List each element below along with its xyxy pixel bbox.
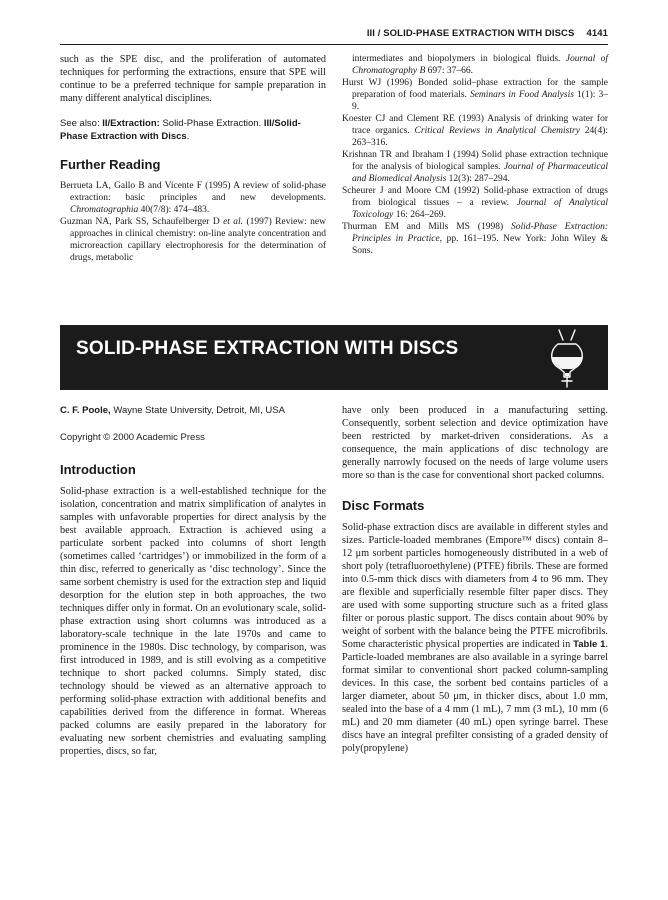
- author-name: C. F. Poole,: [60, 405, 111, 416]
- reference-item: Guzman NA, Park SS, Schaufelberger D et al. (1997) Review: new approaches in clinical chemistry: on-line analyte concentration and microreaction capillary electrophoresis for the determination of drugs, metabolic: [60, 217, 326, 263]
- introduction-text-continued: have only been produced in a manufacturing setting. Consequently, sorbent selection and device optimization have been restricted by market-driven considerations. As a consequence, the main applications of disc technology are generally narrowly focused on the needs of large volume users more so than is the case for conventional short packed columns.: [342, 405, 608, 481]
- disc-formats-heading: Disc Formats: [342, 498, 425, 513]
- further-reading-heading: Further Reading: [60, 157, 161, 172]
- copyright-line: Copyright © 2000 Academic Press: [60, 432, 205, 443]
- author-line: [60, 404, 326, 417]
- reference-item: Scheurer J and Moore CM (1992) Solid-phase extraction of drugs from biological tissues – a review. Journal of Analytical Toxicology 16: 264–269.: [342, 186, 608, 220]
- see-also-link-discs[interactable]: III/Solid-Phase Extraction with Discs: [60, 118, 301, 142]
- see-also-link-extraction-text: Solid-Phase Extraction.: [162, 118, 262, 129]
- see-also-link-extraction[interactable]: II/Extraction:: [102, 118, 160, 129]
- page-number: 4141: [586, 28, 608, 39]
- reference-item: Krishnan TR and Ibraham I (1994) Solid phase extraction technique for the analysis of biological samples. Journal of Pharmaceutical and Biomedical Analysis 12(3): 287–294.: [342, 150, 608, 184]
- separatory-funnel-icon: [544, 327, 590, 389]
- prev-article-continuation: such as the SPE disc, and the proliferation of automated techniques for performing the extractions, ensure that SPE will continue to be a preferred technique for sample preparation in many different analytical disciplines.: [60, 54, 326, 104]
- introduction-heading: Introduction: [60, 462, 136, 477]
- table-1-link[interactable]: Table 1: [573, 639, 606, 650]
- introduction-text: Solid-phase extraction is a well-established technique for the isolation, concentration and matrix simplification of analytes in samples with unfavorable properties for direct analysis by the best available approach. Extraction is achieved using a particulate sorbent packed into columns of short length (sometimes called ‘cartridges’) or immobilized in the form of a thin disc, referred to generically as ‘disc technology’. Since the same sorbent chemistry is used for the extraction step and liquid desorption for the elution step in both approaches, the two techniques differ only in format. On an evolutionary scale, solid-phase extraction using short columns was introduced as a laboratory-scale technique in the late 1970s and came to prominence in the 1980s. Disc technology, by comparison, was first introduced in 1989, and is still evolving as a competitive technique to short packed columns. Simply stated, disc technology should be viewed as an alternative approach to performing solid-phase extraction with additional benefits and capabilities derived from the difference in format. Whereas packed columns are easily prepared in the laboratory for evaluating new sorbent chemistries and evaluating sampling properties, discs, so far,: [60, 486, 326, 757]
- article-left-column: [60, 404, 326, 758]
- article-title: SOLID-PHASE EXTRACTION WITH DISCS: [76, 338, 459, 359]
- header-rule: [60, 44, 608, 45]
- see-also: See also: II/Extraction: Solid-Phase Extraction. III/Solid-Phase Extraction with Discs.: [60, 118, 301, 142]
- reference-item-continued: intermediates and biopolymers in biological fluids. Journal of Chromatography B 697: 37–66.: [352, 54, 609, 76]
- article-right-column: [342, 404, 608, 755]
- article-title-banner: [60, 325, 608, 390]
- reference-item: Berrueta LA, Gallo B and Vicente F (1995) A review of solid-phase extraction: basic principles and new developments. Chromatographia 40(7/8): 474–483.: [60, 181, 326, 215]
- running-header: [60, 28, 608, 42]
- author-affiliation: Wayne State University, Detroit, MI, USA: [113, 405, 285, 416]
- reference-item: Hurst WJ (1996) Bonded solid–phase extraction for the sample preparation of food materials. Seminars in Food Analysis 1(1): 3–9.: [342, 78, 608, 112]
- disc-formats-text: Solid-phase extraction discs are available in different styles and sizes. Particle-loaded membranes (Empore™ discs) contain 8–12 μm sorbent particles homogeneously distributed in a web of short poly (tetrafluoroethylene) (PTFE) fibrils. These are formed into 0.5-mm thick discs with diameters from 4 to 96 mm. They are flexible and superficially resemble filter paper discs. They are used with some supporting structure such as a frited glass filter or porous plastic support. The discs contain about 90% by weight of sorbent with the balance being the PTFE microfibrils. Some characteristic physical properties are indicated in Table 1. Particle-loaded membranes are also available in a syringe barrel format similar to conventional short packed column-sampling devices. In this case, the sorbent bed contains particles of a larger diameter, about 50 μm, in thicker discs, about 1.0 mm, sealed into the base of a 4 mm (1 mL), 7 mm (3 mL), 10 mm (6 mL) and 20 mm diameter (40 mL) open syringe barrel. These discs have an integral prefilter consisting of a graded density of poly(propylene): [342, 522, 609, 754]
- see-also-label: See also:: [60, 118, 100, 129]
- prev-article-right-column: [342, 53, 608, 257]
- prev-article-left-column: [60, 53, 326, 264]
- reference-item: Thurman EM and Mills MS (1998) Solid-Phase Extraction: Principles in Practice, pp. 161–195. New York: John Wiley & Sons.: [342, 222, 609, 256]
- reference-item: Koester CJ and Clement RE (1993) Analysis of drinking water for trace organics. Critical Reviews in Analytical Chemistry 24(4): 263–316.: [342, 114, 609, 148]
- running-header-title: III / SOLID-PHASE EXTRACTION WITH DISCS: [366, 28, 575, 39]
